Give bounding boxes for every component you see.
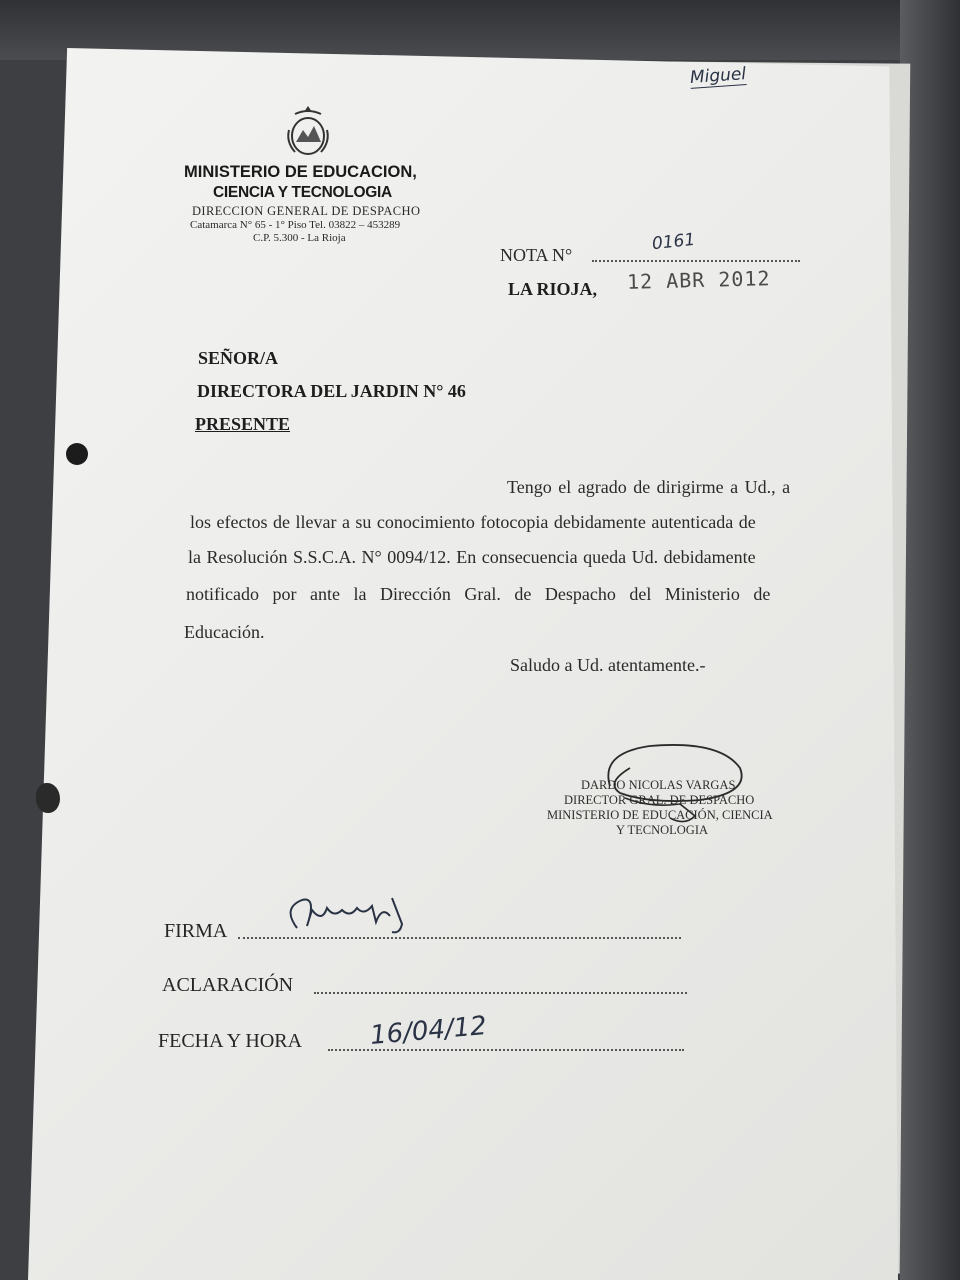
fecha-hora-value: 16/04/12 xyxy=(368,1010,488,1052)
firma-label: FIRMA xyxy=(164,920,228,942)
letterhead-postal: C.P. 5.300 - La Rioja xyxy=(253,232,346,244)
note-number-value: 0161 xyxy=(651,229,697,255)
body-line-2: los efectos de llevar a su conocimiento fotocopia debidamente autenticada de xyxy=(190,512,756,532)
signatory-name: DARDO NICOLAS VARGAS xyxy=(581,778,736,792)
note-number-dots xyxy=(592,260,800,262)
signatory-position: DIRECTOR GRAL. DE DESPACHO xyxy=(564,793,755,807)
handwritten-signature xyxy=(272,888,422,938)
body-line-4: notificado por ante la Dirección Gral. de Despacho del Ministerio de xyxy=(186,584,771,604)
aclaracion-label: ACLARACIÓN xyxy=(162,974,294,996)
recipient-salutation: SEÑOR/A xyxy=(198,348,279,368)
signatory-ministry-line2: Y TECNOLOGIA xyxy=(616,823,709,837)
handwritten-corner-note: Miguel xyxy=(689,64,747,88)
fecha-hora-label: FECHA Y HORA xyxy=(158,1030,303,1052)
recipient-title: DIRECTORA DEL JARDIN N° 46 xyxy=(197,381,466,401)
document-page xyxy=(28,48,898,1280)
closing-greeting: Saludo a Ud. atentamente.- xyxy=(510,655,706,675)
aclaracion-dots xyxy=(314,992,687,994)
note-number-label: NOTA N° xyxy=(500,245,573,265)
date-stamp: 12 ABR 2012 xyxy=(626,266,771,294)
signatory-ministry-line1: MINISTERIO DE EDUCACIÓN, CIENCIA xyxy=(547,808,773,822)
punch-hole-top xyxy=(66,443,88,465)
letterhead-department: DIRECCION GENERAL DE DESPACHO xyxy=(192,204,421,218)
body-line-5: Educación. xyxy=(184,622,265,642)
recipient-presente: PRESENTE xyxy=(195,414,291,434)
place-label: LA RIOJA, xyxy=(508,279,598,299)
provincial-seal-icon xyxy=(283,104,333,160)
letterhead-ministry-line1: MINISTERIO DE EDUCACION, xyxy=(184,163,417,181)
letterhead-address: Catamarca N° 65 - 1° Piso Tel. 03822 – 453289 xyxy=(190,219,401,231)
body-line-3: la Resolución S.S.C.A. N° 0094/12. En consecuencia queda Ud. debidamente xyxy=(188,547,756,567)
punch-hole-bottom xyxy=(36,783,60,813)
letterhead-ministry-line2: CIENCIA Y TECNOLOGIA xyxy=(213,184,392,201)
body-line-1: Tengo el agrado de dirigirme a Ud., a xyxy=(507,477,791,497)
